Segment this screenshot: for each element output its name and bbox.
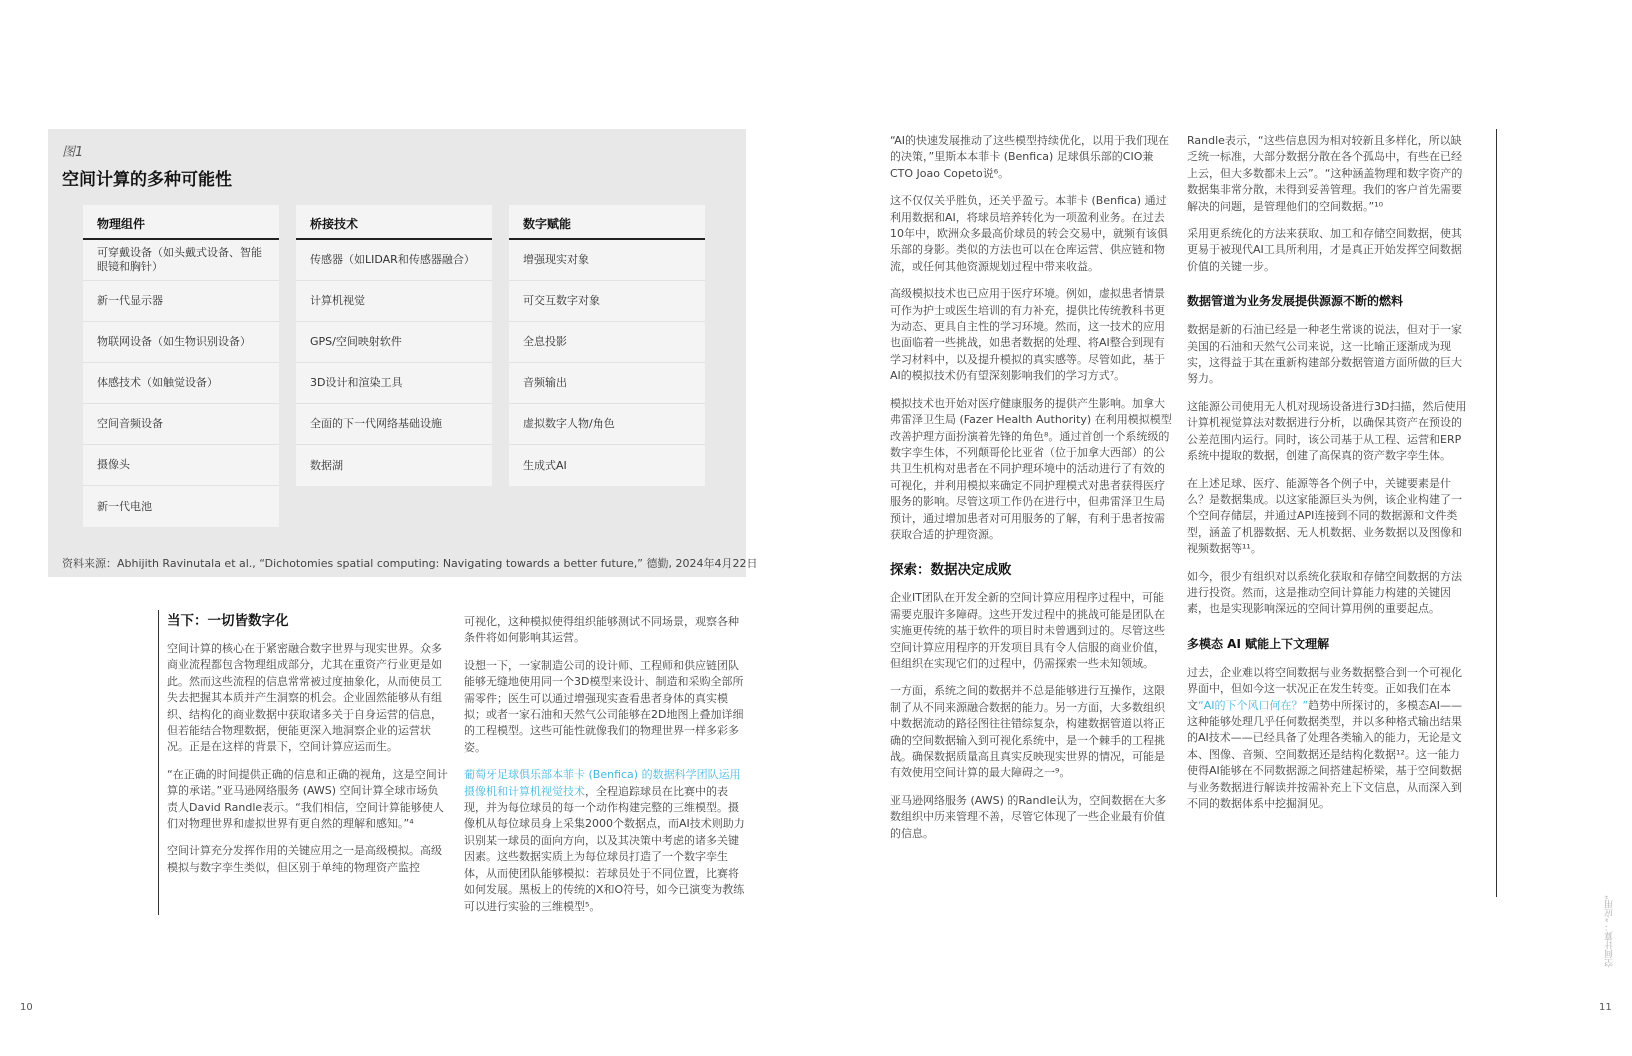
figure-item: 物联网设备（如生物识别设备） <box>83 322 279 363</box>
figure-item: 音频输出 <box>509 363 705 404</box>
paragraph: 模拟技术也开始对医疗健康服务的提供产生影响。加拿大弗雷泽卫生局 (Fazer Health Authority) 在利用模拟模型改善护理方面扮演着先锋的角色⁸。通过首创一个系统级的数字孪生体，不列颠哥伦比亚省（位于加拿大西部）的公共卫生机构对患者在不同护理环境中的活动进行了有效的可视化，并利用模拟来确定不同护理模式对患者获得医疗服务的影响。尽管这项工作仍在进行中，但弗雷泽卫生局预计，通过增加患者对可用服务的了解，有利于患者按需获取合适的护理资源。 <box>890 396 1172 541</box>
paragraph <box>464 767 746 915</box>
figure-source: 资料来源：Abhijith Ravinutala et al., “Dichotomies spatial computing: Navigating towards a better future,” 德勤, 2024年4月22日 <box>62 557 758 570</box>
paragraph: 采用更系统化的方法来获取、加工和存储空间数据，使其更易于被现代AI工具所利用，才是真正开始发挥空间数据价值的关键一步。 <box>1187 227 1462 273</box>
section-rule <box>158 610 159 915</box>
paragraph-text: 趋势中所探讨的，多模态AI——这种能够处理几乎任何数据类型，并以多种格式输出结果的AI技术——已经具备了处理各类输入的能力，无论是文本、图像、音频、空间数据还是结构化数据¹²。这一能力使得AI能够在不同数据源之间搭建起桥梁，基于空间数据与业务数据进行解读并按需补充上下文信息，从而深入到不同的数据体系中挖掘洞见。 <box>1187 698 1462 810</box>
paragraph: 数据是新的石油已经是一种老生常谈的说法，但对于一家美国的石油和天然气公司来说，这一比喻正逐渐成为现实，这得益于其在重新构建部分数据管道方面所做的巨大努力。 <box>1187 323 1462 386</box>
ai-next-trend-link[interactable]: “AI的下个风口何在？” <box>1198 698 1309 712</box>
paragraph: 设想一下，一家制造公司的设计师、工程师和供应链团队能够无缝地使用同一个3D模型来设计、制造和采购全部所需零件；医生可以通过增强现实查看患者身体的真实模拟；或者一家石油和天然气公司能够在2D地图上叠加详细的工程模型。这些可能性就像我们的物理世界一样多彩多姿。 <box>464 658 744 754</box>
paragraph-text: ，全程追踪球员在比赛中的表现，并为每位球员的每一个动作构建完整的三维模型。摄像机从每位球员身上采集2000个数据点，而AI技术则助力识别某一球员的面向方向，以及其决策中考虑的诸多关键因素。这些数据实质上为每位球员打造了一个数字孪生体，从而使团队能够模拟：若球员处于不同位置，比赛将如何发展。黑板上的传统的X和O符号，如今已演变为教练可以进行实验的三维模型⁵。 <box>464 784 745 913</box>
section-heading: 当下：一切皆数字化 <box>167 613 289 629</box>
figure-column-bridging <box>296 205 492 486</box>
figure-item: 全面的下一代网络基础设施 <box>296 404 492 445</box>
figure-item: 增强现实对象 <box>509 240 705 281</box>
paragraph: “AI的快速发展推动了这些模型持续优化，以用于我们现在的决策，”里斯本本菲卡 (Benfica) 足球俱乐部的CIO兼CTO Joao Copeto说⁶。 <box>890 134 1170 180</box>
benfica-link[interactable]: 葡萄牙足球俱乐部本菲卡 (Benfica) 的数据科学团队运用摄像机和计算机视觉技术 <box>464 768 741 798</box>
figure-item: 3D设计和渲染工具 <box>296 363 492 404</box>
figure-column-heading: 桥接技术 <box>296 205 492 240</box>
paragraph: 可视化，这种模拟使得组织能够测试不同场景，观察各种条件将如何影响其运营。 <box>464 615 739 645</box>
figure-column-heading: 物理组件 <box>83 205 279 240</box>
paragraph: 亚马逊网络服务 (AWS) 的Randle认为，空间数据在大多数组织中历来管理不善，尽管它体现了一些企业最有价值的信息。 <box>890 793 1167 840</box>
paragraph: 企业IT团队在开发全新的空间计算应用程序过程中，可能需要克服许多障碍。这些开发过程中的挑战可能是团队在实施更传统的基于软件的项目时未曾遇到过的。尽管这些空间计算应用程序的开发项目具有令人信服的商业价值，但组织在实现它们的过程中，仍需探索一些未知领域。 <box>890 591 1165 670</box>
right-page-column-1 <box>890 133 1172 853</box>
section-heading: 探索：数据决定成败 <box>890 562 1012 579</box>
figure-item: GPS/空间映射软件 <box>296 322 492 363</box>
paragraph: 在上述足球、医疗、能源等各个例子中，关键要素是什么？是数据集成。以这家能源巨头为例，该企业构建了一个空间存储层，并通过API连接到不同的数据源和文件类型，涵盖了机器数据、无人机数据、业务数据以及图像和视频数据等¹¹。 <box>1187 476 1462 556</box>
figure-column-digital <box>509 205 705 486</box>
left-page-column-2 <box>464 614 746 926</box>
right-edge-rule <box>1496 129 1497 897</box>
figure-item: 摄像头 <box>83 445 279 486</box>
page-number-left: 10 <box>20 1002 33 1013</box>
figure-item: 计算机视觉 <box>296 281 492 322</box>
paragraph: 这不仅仅关乎胜负，还关乎盈亏。本菲卡 (Benfica) 通过利用数据和AI，将球员培养转化为一项盈利业务。在过去10年中，欧洲众多最高价球员的转会交易中，就频有该俱乐部的身影。类似的方法也可以在仓库运营、供应链和物流，或任何其他资源规划过程中带来收益。 <box>890 194 1168 273</box>
figure-item: 虚拟数字人物/角色 <box>509 404 705 445</box>
figure-item: 空间音频设备 <box>83 404 279 445</box>
figure-item: 可交互数字对象 <box>509 281 705 322</box>
paragraph: 这能源公司使用无人机对现场设备进行3D扫描，然后使用计算机视觉算法对数据进行分析，以确保其资产在预设的公差范围内运行。同时，该公司基于从工程、运营和ERP系统中提取的数据，创建了高保真的资产数字孪生体。 <box>1187 399 1467 463</box>
paragraph: 如今，很少有组织对以系统化获取和存储空间数据的方法进行投资。然而，这是推动空间计算能力构建的关键因素，也是实现影响深远的空间计算用例的重要起点。 <box>1187 569 1462 616</box>
figure-item: 体感技术（如触觉设备） <box>83 363 279 404</box>
figure-item: 数据湖 <box>310 458 343 472</box>
paragraph-text: 过去，企业难以将空间数据与业务数据整合到一个可视化界面中，但如今这一状况正在发生转变。正如我们在本文 <box>1187 665 1462 712</box>
paragraph <box>1187 665 1469 813</box>
paragraph: Randle表示，“这些信息因为相对较新且多样化，所以缺乏统一标准，大部分数据分散在各个孤岛中，有些在已经上云，但大多数都未上云”。“这种涵盖物理和数字资产的数据集非常分散，未得到妥善管理。我们的客户首先需要解决的问题，是管理他们的空间数据。”¹⁰ <box>1187 134 1463 213</box>
paragraph: 空间计算充分发挥作用的关键应用之一是高级模拟。高级模拟与数字孪生类似，但区别于单纯的物理资产监控 <box>167 844 442 874</box>
paragraph: “在正确的时间提供正确的信息和正确的视角，这是空间计算的承诺。”亚马逊网络服务 (AWS) 空间计算全球市场负责人David Randle表示。“我们相信，空间计算能够使人们对物理世界和虚拟世界有更自然的理解和感知。”⁴ <box>167 767 448 831</box>
figure-column-physical <box>83 205 279 527</box>
right-page-column-2 <box>1187 133 1469 823</box>
figure-item: 可穿戴设备（如头戴式设备、智能眼镜和胸针） <box>83 240 279 281</box>
running-footer: 空间计算：“应用” <box>1605 895 1615 968</box>
figure-item: 新一代显示器 <box>83 281 279 322</box>
figure-label: 图1 <box>62 145 84 160</box>
figure-item: 新一代电池 <box>97 499 152 513</box>
figure-item: 全息投影 <box>509 322 705 363</box>
paragraph: 一方面，系统之间的数据并不总是能够进行互操作，这限制了从不同来源融合数据的能力。另一方面，大多数组织中数据流动的路径图往往错综复杂，构建数据管道以将正确的空间数据输入到可视化系统中，是一个棘手的工程挑战。确保数据质量高且真实反映现实世界的情况，可能是有效使用空间计算的最大障碍之一⁹。 <box>890 684 1165 780</box>
paragraph: 空间计算的核心在于紧密融合数字世界与现实世界。众多商业流程都包含物理组成部分，尤其在重资产行业更是如此。然而这些流程的信息常常被过度抽象化，从而使员工失去把握其本质并产生洞察的机会。企业固然能够从有组织、结构化的商业数据中获取诸多关于自身运营的信息，但若能结合物理数据，便能更深入地洞察企业的运营状况。正是在这样的背景下，空间计算应运而生。 <box>167 642 442 754</box>
paragraph: 高级模拟技术也已应用于医疗环境。例如，虚拟患者情景可作为护士或医生培训的有力补充，提供比传统教科书更为动态、更具自主性的学习环境。然而，这一技术的应用也面临着一些挑战，如患者数据的处理、将AI整合到现有学习材料中，以及提升模拟的真实感等。尽管如此，基于AI的模拟技术仍有望深刻影响我们的学习方式⁷。 <box>890 287 1165 383</box>
figure-item: 生成式AI <box>523 458 567 472</box>
page-number-right: 11 <box>1599 1002 1612 1013</box>
figure-column-heading: 数字赋能 <box>509 205 705 240</box>
figure-panel <box>48 129 758 577</box>
left-page-column-1 <box>167 612 449 887</box>
figure-title: 空间计算的多种可能性 <box>62 170 232 190</box>
subsection-heading: 数据管道为业务发展提供源源不断的燃料 <box>1187 294 1404 309</box>
subsection-heading: 多模态 AI 赋能上下文理解 <box>1187 636 1330 651</box>
figure-item: 传感器（如LIDAR和传感器融合） <box>296 240 492 281</box>
